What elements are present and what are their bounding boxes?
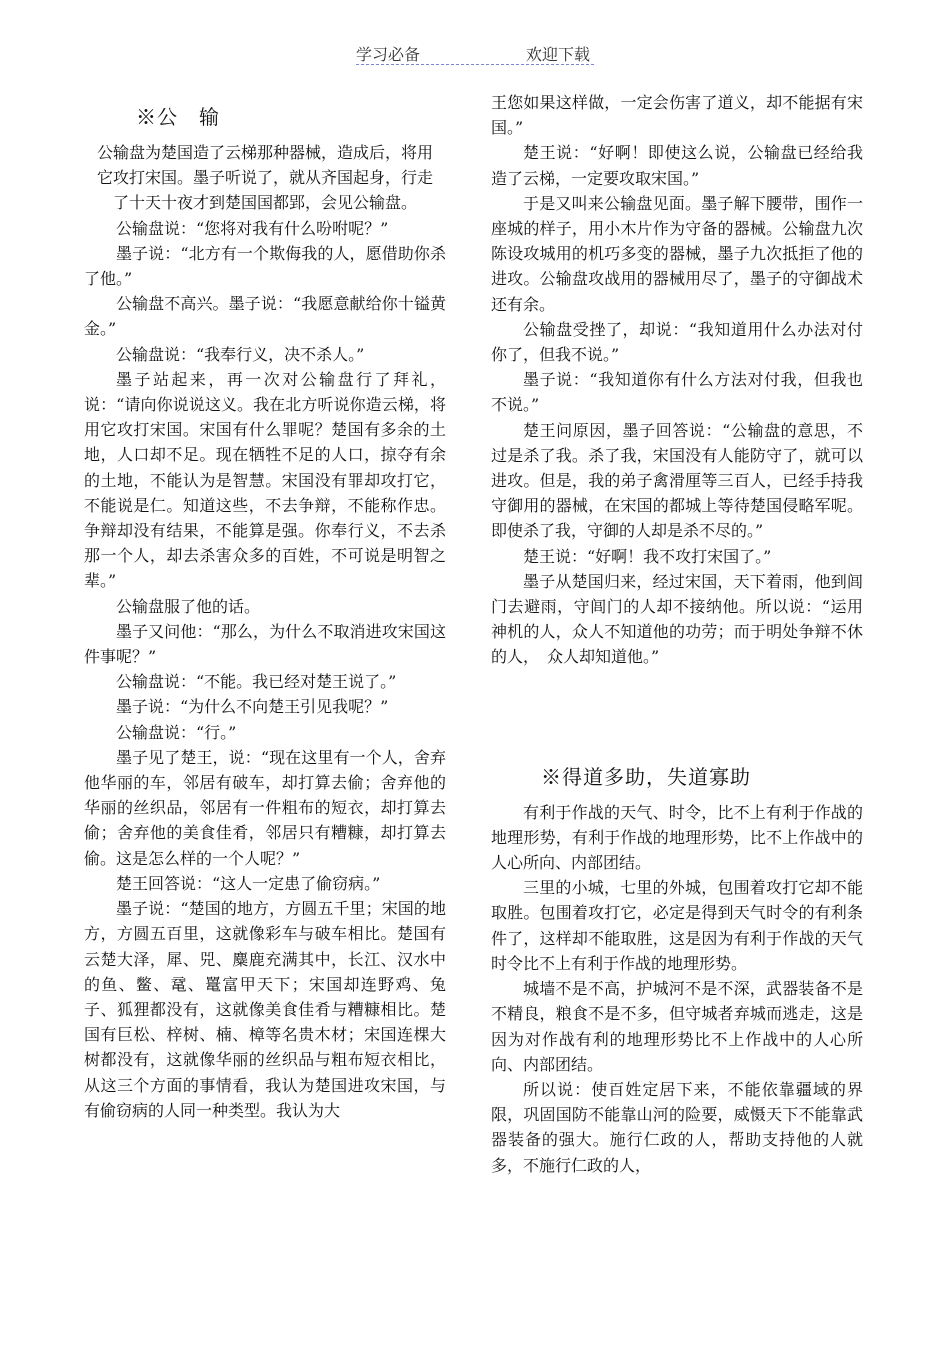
right-column [491,90,863,1178]
header-right-text: 欢迎下载 [525,45,590,64]
paragraph: 三里的小城，七里的外城，包围着攻打它却不能取胜。包围着攻打它，必定是得到天气时令的有利条件了，这样却不能取胜，这是因为有利于作战的天气时令比不上有利于作战的地理形势。 [491,878,863,973]
paragraph: 公输盘说：“我奉行义，决不杀人。” [116,344,365,364]
paragraph: 城墙不是不高，护城河不是不深，武器装备不是不精良，粮食不是不多，但守城者弃城而逃走，这是因为对作战有利的地理形势比不上作战中的人心所向、内部团结。 [491,979,863,1074]
paragraph: 楚王回答说：“这人一定患了偷窃病。” [116,873,381,893]
continued-paragraph: 王您如果这样做，一定会伤害了道义，却不能据有宋国。” [491,93,863,138]
paragraph: 墨子说：“为什么不向楚王引见我呢？” [116,697,389,717]
page-header [356,40,594,65]
paragraph: 公输盘服了他的话。 [116,596,261,616]
paragraph: 墨子说：“楚国的地方，方圆五千里；宋国的地方，方圆五百里，这就像彩车与破车相比。楚国有云楚大泽，犀、兕、麋鹿充满其中，长江、汉水中的鱼、鳖、鼋、鼍富甲天下；宋国却连野鸡、兔子、狐狸都没有，这就像美食佳肴与糟糠相比。楚国有巨松、梓树、楠、樟等名贵木材；宋国连棵大树都没有，这就像华丽的丝织品与粗布短衣相比，从这三个方面的事情看，我认为楚国进攻宋国，与有偷窃病的人同一种类型。我认为大 [84,899,446,1120]
paragraph: 所以说：使百姓定居下来，不能依靠疆域的界限，巩固国防不能靠山河的险要，威慑天下不能靠武器装备的强大。施行仁政的人，帮助支持他的人就多，不施行仁政的人， [491,1079,863,1175]
paragraph: 墨子说：“我知道你有什么方法对付我，但我也不说。” [491,370,863,415]
paragraph: 公输盘不高兴。墨子说：“我愿意献给你十镒黄金。” [84,294,446,339]
paragraph: 墨子从楚国归来，经过宋国，天下着雨，他到闾门去避雨，守闾门的人却不接纳他。所以说：“运用神机的人，众人不知道他的功劳；而于明处争辩不休的人， 众人却知道他。” [491,571,863,667]
intro-paragraph: 公输盘为楚国造了云梯那种器械，造成后，将用它攻打宋国。墨子听说了，就从齐国起身，行走了十天十夜才到楚国国都郢，会见公输盘。 [96,143,433,213]
paragraph: 公输盘说：“不能。我已经对楚王说了。” [116,672,397,692]
paragraph: 墨子又问他：“那么，为什么不取消进攻宋国这件事呢？” [84,621,446,667]
paragraph: 墨子站起来，再一次对公输盘行了拜礼，说：“请向你说说这义。我在北方听说你造云梯，将用它攻打宋国。宋国有什么罪呢？楚国有多余的土地，人口却不足。现在牺牲不足的人口，掠夺有余的土地，不能认为是智慧。宋国没有罪却攻打它，不能说是仁。知道这些，不去争辩，不能称作忠。争辩却没有结果，不能算是强。你奉行义，不去杀那一个人，却去杀害众多的百姓，不可说是明智之辈。” [84,369,446,591]
left-column [84,100,446,1123]
paragraph: 楚王问原因，墨子回答说：“公输盘的意思，不过是杀了我。杀了我，宋国没有人能防守了，就可以进攻。但是，我的弟子禽滑厘等三百人，已经手持我守御用的器械，在宋国的都城上等待楚国侵略军呢。即使杀了我，守御的人却是杀不尽的。” [491,420,863,541]
paragraph: 楚王说：“好啊！我不攻打宋国了。” [523,546,772,566]
paragraph: 公输盘说：“您将对我有什么吩咐呢？” [116,218,389,238]
section-title-dedao: ※得道多助，失道寡助 [541,764,751,789]
paragraph: 于是又叫来公输盘见面。墨子解下腰带，围作一座城的样子，用小木片作为守备的器械。公输盘九次陈设攻城用的机巧多变的器械，墨子九次抵拒了他的进攻。公输盘攻战用的器械用尽了，墨子的守御战术还有余。 [491,193,863,314]
section-gap [491,670,863,760]
paragraph: 楚王说：“好啊！即使这么说，公输盘已经给我造了云梯，一定要攻取宋国。” [491,143,863,188]
section-title-gongshu: ※公 输 [136,105,220,129]
paragraph: 墨子见了楚王，说：“现在这里有一个人，舍弃他华丽的车，邻居有破车，却打算去偷；舍弃他的华丽的丝织品，邻居有一件粗布的短衣，却打算去偷；舍弃他的美食佳肴，邻居只有糟糠，却打算去偷。这是怎么样的一个人呢？” [84,747,446,868]
paragraph: 公输盘受挫了，却说：“我知道用什么办法对付你了，但我不说。” [491,319,863,365]
paragraph: 公输盘说：“行。” [116,722,237,742]
header-left-text: 学习必备 [356,45,421,64]
paragraph: 墨子说：“北方有一个欺侮我的人，愿借助你杀了他。” [84,243,446,289]
paragraph: 有利于作战的天气、时令，比不上有利于作战的地理形势，有利于作战的地理形势，比不上作战中的人心所向、内部团结。 [491,802,863,873]
